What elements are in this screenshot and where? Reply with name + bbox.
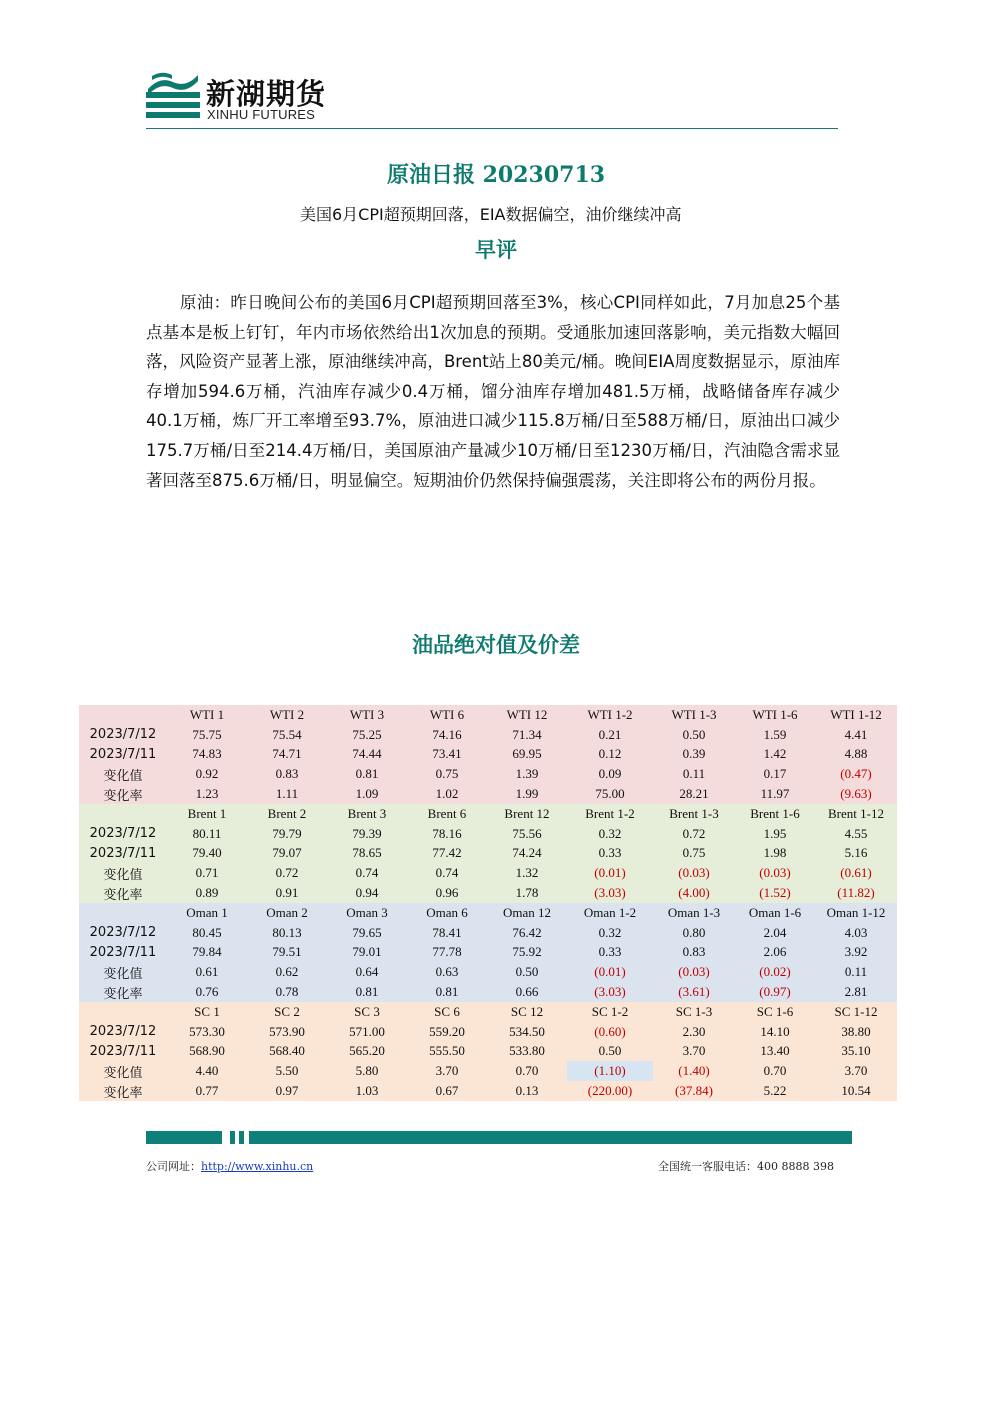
value-cell: 2.81 bbox=[815, 982, 897, 1002]
value-cell: 568.90 bbox=[167, 1042, 247, 1062]
table-row-wti bbox=[79, 725, 897, 745]
value-cell: 1.42 bbox=[735, 745, 815, 765]
row-label-cell: 变化率 bbox=[79, 982, 167, 1002]
value-cell: 78.16 bbox=[407, 824, 487, 844]
value-cell: 0.76 bbox=[167, 982, 247, 1002]
table-row-sc bbox=[79, 1061, 897, 1081]
value-cell: (0.97) bbox=[735, 982, 815, 1002]
table-row-brent bbox=[79, 824, 897, 844]
value-cell: 0.72 bbox=[653, 824, 735, 844]
value-cell: 0.67 bbox=[407, 1081, 487, 1101]
table-row-oman bbox=[79, 923, 897, 943]
row-label-cell: 变化值 bbox=[79, 962, 167, 982]
value-cell: 0.71 bbox=[167, 863, 247, 883]
row-label-cell: 2023/7/12 bbox=[79, 824, 167, 844]
column-header-cell: Oman 6 bbox=[407, 903, 487, 923]
value-cell: 0.83 bbox=[247, 764, 327, 784]
row-label-cell: 变化值 bbox=[79, 1061, 167, 1081]
column-header-cell: Oman 2 bbox=[247, 903, 327, 923]
value-cell: 28.21 bbox=[653, 784, 735, 804]
table-row-wti bbox=[79, 784, 897, 804]
value-cell: 77.78 bbox=[407, 943, 487, 963]
value-cell: 4.55 bbox=[815, 824, 897, 844]
row-label-cell bbox=[79, 804, 167, 824]
value-cell: 573.90 bbox=[247, 1022, 327, 1042]
value-cell: 80.13 bbox=[247, 923, 327, 943]
column-header-cell: Brent 6 bbox=[407, 804, 487, 824]
value-cell: 0.91 bbox=[247, 883, 327, 903]
value-cell: (0.02) bbox=[735, 962, 815, 982]
row-label-cell bbox=[79, 903, 167, 923]
value-cell: (3.03) bbox=[567, 982, 653, 1002]
value-cell: 79.07 bbox=[247, 844, 327, 864]
value-cell: 79.65 bbox=[327, 923, 407, 943]
value-cell: 35.10 bbox=[815, 1042, 897, 1062]
column-header-cell: SC 3 bbox=[327, 1002, 407, 1022]
value-cell: 0.21 bbox=[567, 725, 653, 745]
table-header-row-wti bbox=[79, 705, 897, 725]
value-cell: (1.40) bbox=[653, 1061, 735, 1081]
value-cell: 0.78 bbox=[247, 982, 327, 1002]
value-cell: 74.16 bbox=[407, 725, 487, 745]
commentary-paragraph: 原油：昨日晚间公布的美国6月CPI超预期回落至3%，核心CPI同样如此，7月加息25个基点基本是板上钉钉，年内市场依然给出1次加息的预期。受通胀加速回落影响，美元指数大幅回落，风险资产显著上涨，原油继续冲高，Brent站上80美元/桶。晚间EIA周度数据显示，原油库存增加594.6万桶，汽油库存减少0.4万桶，馏分油库存增加481.5万桶，战略储备库存减少40.1万桶，炼厂开工率增至93.7%，原油进口减少115.8万桶/日至588万桶/日，原油出口减少175.7万桶/日至214.4万桶/日，美国原油产量减少10万桶/日至1230万桶/日，汽油隐含需求显著回落至875.6万桶/日，明显偏空。短期油价仍然保持偏强震荡，关注即将公布的两份月报。 bbox=[146, 293, 840, 490]
value-cell: 4.41 bbox=[815, 725, 897, 745]
row-label-cell: 2023/7/12 bbox=[79, 1022, 167, 1042]
row-label-cell: 2023/7/11 bbox=[79, 745, 167, 765]
value-cell: 5.50 bbox=[247, 1061, 327, 1081]
value-cell: (0.01) bbox=[567, 962, 653, 982]
column-header-cell: SC 1-12 bbox=[815, 1002, 897, 1022]
table-row-sc bbox=[79, 1042, 897, 1062]
value-cell: 0.12 bbox=[567, 745, 653, 765]
value-cell: 565.20 bbox=[327, 1042, 407, 1062]
value-cell: 0.32 bbox=[567, 923, 653, 943]
column-header-cell: Oman 3 bbox=[327, 903, 407, 923]
value-cell: 0.70 bbox=[735, 1061, 815, 1081]
wave-logo-icon bbox=[146, 72, 200, 124]
section-heading-morning: 早评 bbox=[475, 237, 517, 262]
price-spread-table bbox=[79, 705, 897, 1101]
column-header-cell: SC 6 bbox=[407, 1002, 487, 1022]
column-header-cell: WTI 1-6 bbox=[735, 705, 815, 725]
column-header-cell: Brent 12 bbox=[487, 804, 567, 824]
value-cell: 0.81 bbox=[327, 982, 407, 1002]
report-title: 原油日报 20230713 bbox=[386, 162, 606, 188]
value-cell: (0.61) bbox=[815, 863, 897, 883]
column-header-cell: WTI 6 bbox=[407, 705, 487, 725]
value-cell: 1.11 bbox=[247, 784, 327, 804]
row-label-cell: 2023/7/11 bbox=[79, 844, 167, 864]
column-header-cell: WTI 3 bbox=[327, 705, 407, 725]
footer-website-link[interactable]: http://www.xinhu.cn bbox=[201, 1160, 314, 1173]
footer-bar-segment-4 bbox=[249, 1131, 852, 1144]
value-cell: (0.60) bbox=[567, 1022, 653, 1042]
value-cell: 4.40 bbox=[167, 1061, 247, 1081]
value-cell: 0.50 bbox=[567, 1042, 653, 1062]
table-row-brent bbox=[79, 844, 897, 864]
value-cell: (0.03) bbox=[653, 863, 735, 883]
row-label-cell: 2023/7/11 bbox=[79, 1042, 167, 1062]
value-cell: 10.54 bbox=[815, 1081, 897, 1101]
value-cell: (0.03) bbox=[735, 863, 815, 883]
value-cell: 1.59 bbox=[735, 725, 815, 745]
value-cell: 5.80 bbox=[327, 1061, 407, 1081]
table-row-brent bbox=[79, 883, 897, 903]
value-cell: (1.10) bbox=[567, 1061, 653, 1081]
value-cell: 3.70 bbox=[653, 1042, 735, 1062]
value-cell: 1.02 bbox=[407, 784, 487, 804]
value-cell: 74.83 bbox=[167, 745, 247, 765]
column-header-cell: SC 1-6 bbox=[735, 1002, 815, 1022]
table-row-sc bbox=[79, 1022, 897, 1042]
value-cell: 1.39 bbox=[487, 764, 567, 784]
value-cell: (9.63) bbox=[815, 784, 897, 804]
column-header-cell: SC 12 bbox=[487, 1002, 567, 1022]
value-cell: 0.62 bbox=[247, 962, 327, 982]
value-cell: 79.51 bbox=[247, 943, 327, 963]
row-label-cell: 变化值 bbox=[79, 764, 167, 784]
value-cell: 75.25 bbox=[327, 725, 407, 745]
value-cell: 0.11 bbox=[653, 764, 735, 784]
value-cell: 0.74 bbox=[407, 863, 487, 883]
value-cell: 14.10 bbox=[735, 1022, 815, 1042]
value-cell: (0.01) bbox=[567, 863, 653, 883]
value-cell: 74.71 bbox=[247, 745, 327, 765]
footer-bar-segment-1 bbox=[146, 1131, 222, 1144]
value-cell: 2.30 bbox=[653, 1022, 735, 1042]
column-header-cell: SC 2 bbox=[247, 1002, 327, 1022]
column-header-cell: Brent 2 bbox=[247, 804, 327, 824]
value-cell: 13.40 bbox=[735, 1042, 815, 1062]
table-row-oman bbox=[79, 962, 897, 982]
footer-bar-segment-2 bbox=[230, 1131, 235, 1144]
value-cell: 74.44 bbox=[327, 745, 407, 765]
column-header-cell: WTI 12 bbox=[487, 705, 567, 725]
logo-company-en: XINHU FUTURES bbox=[207, 107, 316, 122]
value-cell: (220.00) bbox=[567, 1081, 653, 1101]
value-cell: 71.34 bbox=[487, 725, 567, 745]
column-header-cell: Brent 1-3 bbox=[653, 804, 735, 824]
report-subtitle: 美国6月CPI超预期回落，EIA数据偏空，油价继续冲高 bbox=[300, 205, 682, 224]
column-header-cell: SC 1 bbox=[167, 1002, 247, 1022]
column-header-cell: SC 1-3 bbox=[653, 1002, 735, 1022]
value-cell: 0.81 bbox=[407, 982, 487, 1002]
row-label-cell: 变化率 bbox=[79, 784, 167, 804]
column-header-cell: Brent 1-12 bbox=[815, 804, 897, 824]
value-cell: 80.11 bbox=[167, 824, 247, 844]
column-header-cell: Oman 1-3 bbox=[653, 903, 735, 923]
value-cell: (37.84) bbox=[653, 1081, 735, 1101]
value-cell: (4.00) bbox=[653, 883, 735, 903]
value-cell: 1.03 bbox=[327, 1081, 407, 1101]
value-cell: 79.39 bbox=[327, 824, 407, 844]
value-cell: 0.96 bbox=[407, 883, 487, 903]
value-cell: 0.75 bbox=[653, 844, 735, 864]
value-cell: 76.42 bbox=[487, 923, 567, 943]
value-cell: 0.61 bbox=[167, 962, 247, 982]
value-cell: 79.84 bbox=[167, 943, 247, 963]
value-cell: 0.32 bbox=[567, 824, 653, 844]
value-cell: 533.80 bbox=[487, 1042, 567, 1062]
value-cell: 573.30 bbox=[167, 1022, 247, 1042]
value-cell: 80.45 bbox=[167, 923, 247, 943]
value-cell: 0.63 bbox=[407, 962, 487, 982]
value-cell: 69.95 bbox=[487, 745, 567, 765]
value-cell: 1.23 bbox=[167, 784, 247, 804]
column-header-cell: Oman 1-6 bbox=[735, 903, 815, 923]
table-row-wti bbox=[79, 745, 897, 765]
header-divider bbox=[146, 128, 838, 129]
table-row-brent bbox=[79, 863, 897, 883]
value-cell: 0.83 bbox=[653, 943, 735, 963]
value-cell: 568.40 bbox=[247, 1042, 327, 1062]
value-cell: (1.52) bbox=[735, 883, 815, 903]
value-cell: 0.33 bbox=[567, 943, 653, 963]
value-cell: 1.95 bbox=[735, 824, 815, 844]
footer-website-label: 公司网址： bbox=[146, 1160, 201, 1173]
value-cell: 534.50 bbox=[487, 1022, 567, 1042]
value-cell: 1.99 bbox=[487, 784, 567, 804]
value-cell: 75.75 bbox=[167, 725, 247, 745]
value-cell: 0.81 bbox=[327, 764, 407, 784]
table-row-sc bbox=[79, 1081, 897, 1101]
value-cell: 0.75 bbox=[407, 764, 487, 784]
value-cell: 5.22 bbox=[735, 1081, 815, 1101]
value-cell: (0.47) bbox=[815, 764, 897, 784]
value-cell: 79.79 bbox=[247, 824, 327, 844]
value-cell: 73.41 bbox=[407, 745, 487, 765]
row-label-cell: 2023/7/12 bbox=[79, 725, 167, 745]
value-cell: 74.24 bbox=[487, 844, 567, 864]
value-cell: 75.00 bbox=[567, 784, 653, 804]
column-header-cell: WTI 1-3 bbox=[653, 705, 735, 725]
value-cell: 0.50 bbox=[487, 962, 567, 982]
value-cell: 0.39 bbox=[653, 745, 735, 765]
value-cell: 0.70 bbox=[487, 1061, 567, 1081]
value-cell: 0.77 bbox=[167, 1081, 247, 1101]
row-label-cell: 变化率 bbox=[79, 883, 167, 903]
value-cell: 0.09 bbox=[567, 764, 653, 784]
table-header-row-sc bbox=[79, 1002, 897, 1022]
value-cell: 0.66 bbox=[487, 982, 567, 1002]
table-header-row-brent bbox=[79, 804, 897, 824]
column-header-cell: Oman 1 bbox=[167, 903, 247, 923]
footer-website bbox=[146, 1158, 313, 1174]
value-cell: 75.56 bbox=[487, 824, 567, 844]
footer-bar-segment-3 bbox=[239, 1131, 244, 1144]
row-label-cell bbox=[79, 705, 167, 725]
footer-phone: 全国统一客服电话：400 8888 398 bbox=[658, 1160, 834, 1173]
value-cell: 3.70 bbox=[407, 1061, 487, 1081]
column-header-cell: Brent 1 bbox=[167, 804, 247, 824]
value-cell: 4.03 bbox=[815, 923, 897, 943]
value-cell: 2.06 bbox=[735, 943, 815, 963]
column-header-cell: Brent 3 bbox=[327, 804, 407, 824]
value-cell: 571.00 bbox=[327, 1022, 407, 1042]
column-header-cell: Oman 1-2 bbox=[567, 903, 653, 923]
value-cell: 0.64 bbox=[327, 962, 407, 982]
column-header-cell: Oman 1-12 bbox=[815, 903, 897, 923]
value-cell: 77.42 bbox=[407, 844, 487, 864]
column-header-cell: SC 1-2 bbox=[567, 1002, 653, 1022]
column-header-cell: WTI 2 bbox=[247, 705, 327, 725]
column-header-cell: Brent 1-6 bbox=[735, 804, 815, 824]
value-cell: 78.65 bbox=[327, 844, 407, 864]
value-cell: 2.04 bbox=[735, 923, 815, 943]
value-cell: 0.33 bbox=[567, 844, 653, 864]
row-label-cell: 2023/7/11 bbox=[79, 943, 167, 963]
logo-company-cn: 新湖期货 bbox=[206, 77, 327, 111]
value-cell: 1.98 bbox=[735, 844, 815, 864]
column-header-cell: WTI 1-12 bbox=[815, 705, 897, 725]
value-cell: 75.92 bbox=[487, 943, 567, 963]
table-row-oman bbox=[79, 943, 897, 963]
row-label-cell: 变化率 bbox=[79, 1081, 167, 1101]
table-row-oman bbox=[79, 982, 897, 1002]
column-header-cell: Oman 12 bbox=[487, 903, 567, 923]
value-cell: 0.74 bbox=[327, 863, 407, 883]
value-cell: 4.88 bbox=[815, 745, 897, 765]
value-cell: 555.50 bbox=[407, 1042, 487, 1062]
value-cell: 0.97 bbox=[247, 1081, 327, 1101]
commentary-body bbox=[146, 288, 840, 495]
table-row-wti bbox=[79, 764, 897, 784]
value-cell: 3.70 bbox=[815, 1061, 897, 1081]
value-cell: 75.54 bbox=[247, 725, 327, 745]
value-cell: 0.13 bbox=[487, 1081, 567, 1101]
row-label-cell: 变化值 bbox=[79, 863, 167, 883]
value-cell: 79.01 bbox=[327, 943, 407, 963]
value-cell: 0.89 bbox=[167, 883, 247, 903]
section-heading-table: 油品绝对值及价差 bbox=[412, 632, 580, 657]
row-label-cell bbox=[79, 1002, 167, 1022]
value-cell: 0.17 bbox=[735, 764, 815, 784]
value-cell: 0.50 bbox=[653, 725, 735, 745]
value-cell: 11.97 bbox=[735, 784, 815, 804]
value-cell: 0.11 bbox=[815, 962, 897, 982]
value-cell: 0.80 bbox=[653, 923, 735, 943]
value-cell: 0.72 bbox=[247, 863, 327, 883]
value-cell: 0.94 bbox=[327, 883, 407, 903]
value-cell: (11.82) bbox=[815, 883, 897, 903]
value-cell: 1.32 bbox=[487, 863, 567, 883]
value-cell: 1.09 bbox=[327, 784, 407, 804]
column-header-cell: Brent 1-2 bbox=[567, 804, 653, 824]
value-cell: (3.61) bbox=[653, 982, 735, 1002]
value-cell: (0.03) bbox=[653, 962, 735, 982]
value-cell: 3.92 bbox=[815, 943, 897, 963]
value-cell: 559.20 bbox=[407, 1022, 487, 1042]
table-header-row-oman bbox=[79, 903, 897, 923]
value-cell: 78.41 bbox=[407, 923, 487, 943]
value-cell: 5.16 bbox=[815, 844, 897, 864]
value-cell: (3.03) bbox=[567, 883, 653, 903]
row-label-cell: 2023/7/12 bbox=[79, 923, 167, 943]
value-cell: 1.78 bbox=[487, 883, 567, 903]
value-cell: 0.92 bbox=[167, 764, 247, 784]
company-logo bbox=[146, 70, 386, 126]
column-header-cell: WTI 1-2 bbox=[567, 705, 653, 725]
value-cell: 79.40 bbox=[167, 844, 247, 864]
value-cell: 38.80 bbox=[815, 1022, 897, 1042]
column-header-cell: WTI 1 bbox=[167, 705, 247, 725]
